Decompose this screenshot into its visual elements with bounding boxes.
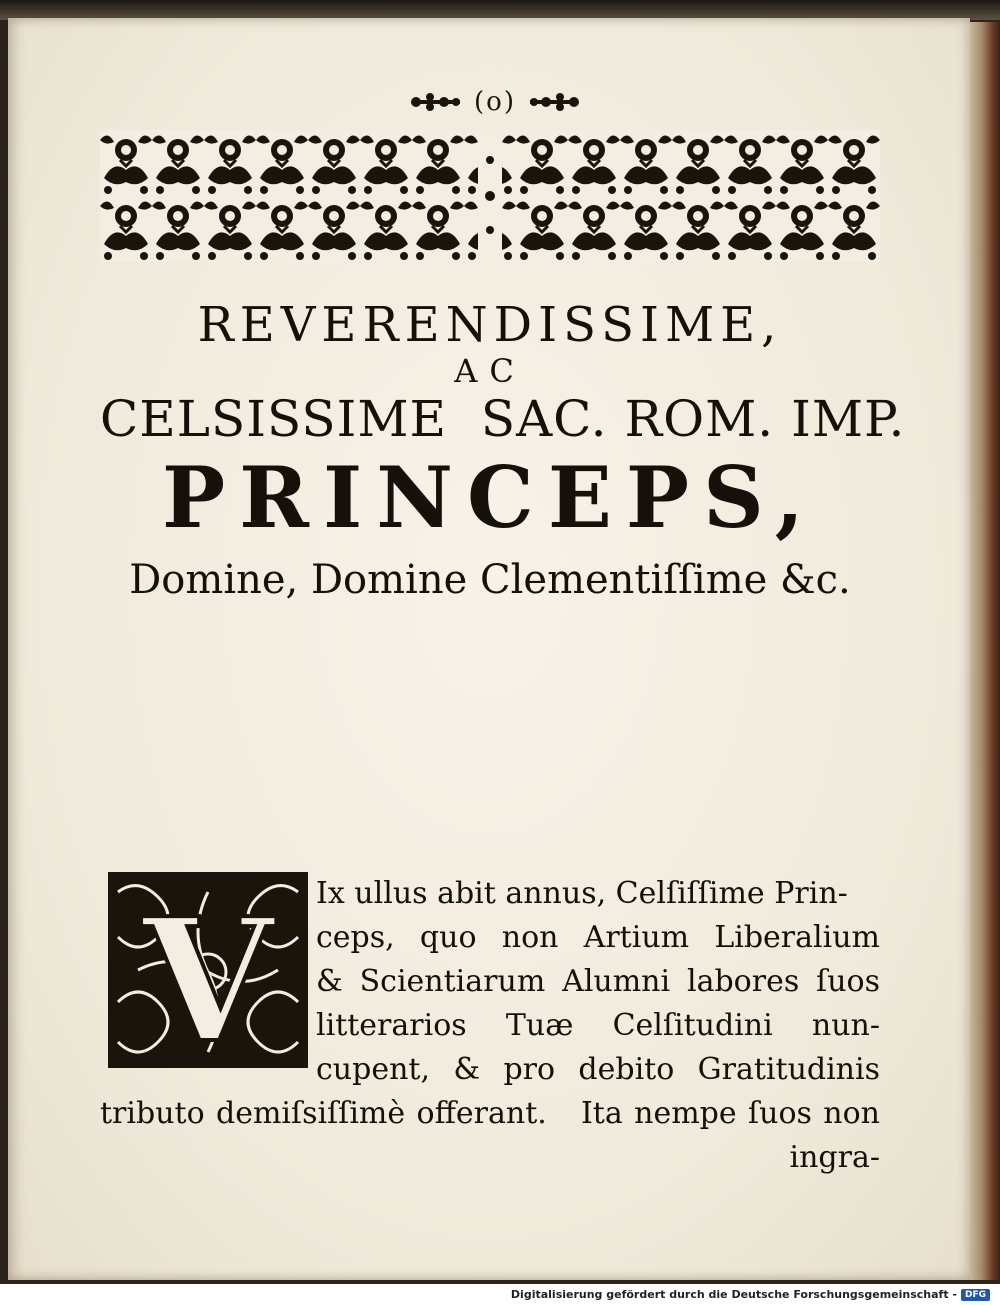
body-line-2: ceps, quo non Artium Liberalium (316, 920, 880, 955)
title-line-celsissime: CELSISSIME SAC. ROM. IMP. (100, 390, 906, 448)
body-line-1: Ix ullus abit annus, Celſiſſime Prin- (316, 876, 848, 911)
body-line-6: tributo demiſsiſſimè offerant. Ita nempe ſuos non (100, 1096, 880, 1131)
body-line-4: litterarios Tuæ Celſitudini nun- (316, 1008, 880, 1043)
digitization-credit-bar (0, 1284, 1000, 1305)
catchword: ingra- (789, 1140, 880, 1175)
page-number: (o) (474, 87, 516, 117)
left-ornament-icon (408, 89, 464, 115)
body-line-3: & Scientiarum Alumni labores ſuos (316, 964, 880, 999)
title-line-ac: AC (454, 352, 526, 390)
drop-cap-letter: V (142, 881, 274, 1068)
title-line-reverendissime: REVERENDISSIME, (197, 297, 783, 353)
right-ornament-icon (526, 89, 582, 115)
digitization-credit: Digitalisierung gefördert durch die Deutsche Forschungsgemeinschaft - (510, 1288, 957, 1301)
ornamental-drop-cap (108, 872, 308, 1068)
title-line-domine: Domine, Domine Clementiſſime &c. (129, 557, 851, 603)
dfg-logo-icon: DFG (961, 1289, 990, 1301)
title-line-princeps: PRINCEPS, (161, 448, 818, 547)
book-page-edge (970, 22, 1000, 1280)
body-line-5: cupent, & pro debito Gratitudinis (316, 1052, 880, 1087)
dedication-title (100, 296, 906, 608)
book-top-edge (0, 0, 1000, 20)
page-header (395, 84, 595, 120)
decorative-floral-band (100, 130, 880, 262)
